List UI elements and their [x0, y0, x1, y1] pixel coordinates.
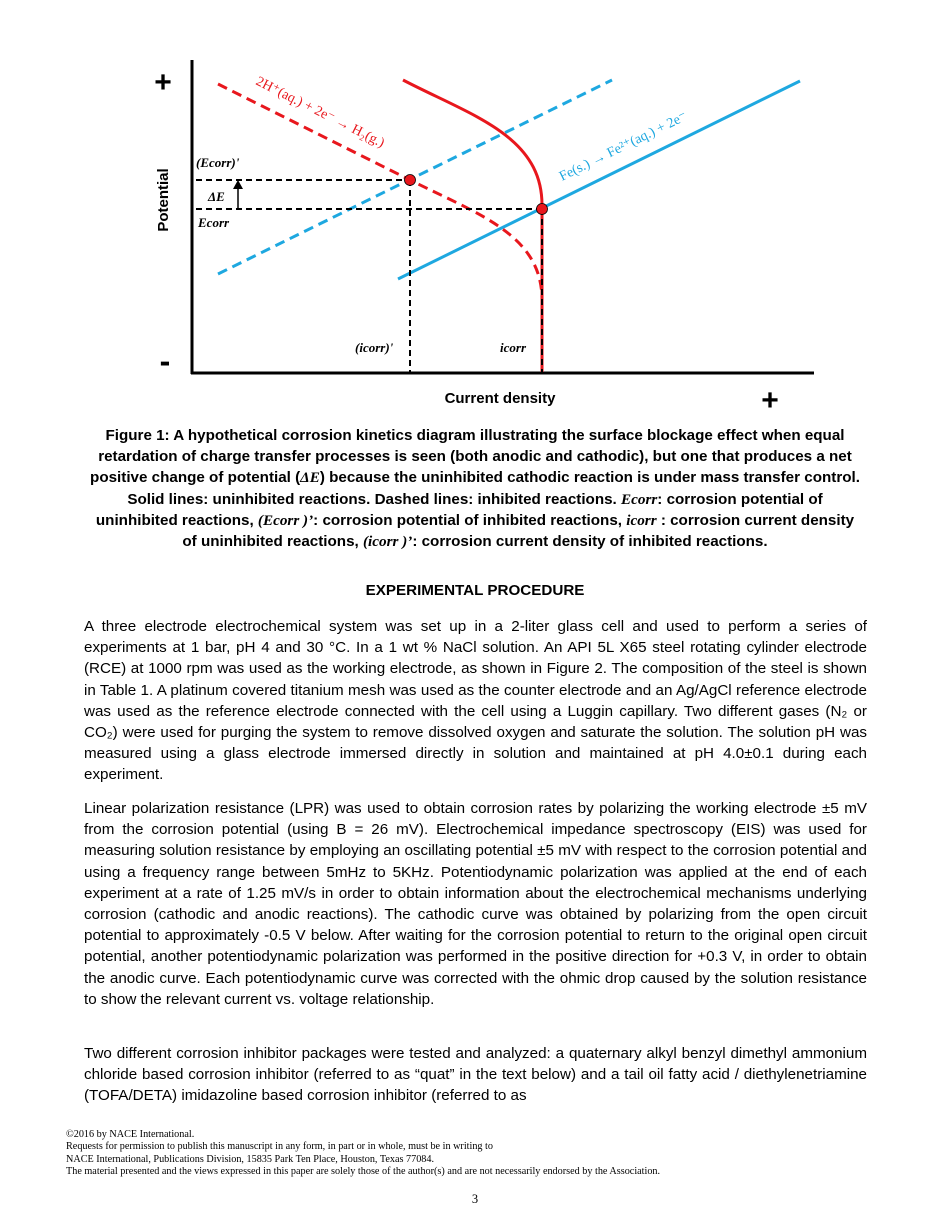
paragraph-setup: A three electrode electrochemical system was set up in a 2-liter glass cell and used to perform a series of experiments at 1 bar, pH 4 and 30 °C. In a 1 wt % NaCl solution. An API 5L X65 steel rotating cylinder electrode (RCE) at 1000 rpm was used as the working electrode, as shown in Figure 2. The composition of the steel is shown in Table 1. A platinum covered titanium mesh was used as the counter electrode and an Ag/AgCl reference electrode was used as the reference electrode connected with the cell using a Luggin capillary. Two different gases (N₂ or CO₂) were used for purging the system to remove dissolved oxygen and saturate the solution. The solution pH was measured using a glass electrode immersed directly in solution and maintained at pH 4.0±0.1 during each experiment.	[84, 618, 867, 784]
caption-icorr-prime-definition: : corrosion current density of inhibited reactions.	[412, 533, 768, 551]
delta-e-arrowhead	[233, 180, 243, 189]
x-axis-plus: +	[761, 384, 779, 417]
caption-after-delta: ) because the uninhibited cathodic reaction is under mass transfer control. Solid lines: uninhibited reactions. Dashed lines: inhibited reactions.	[127, 469, 860, 508]
corrosion-kinetics-diagram	[0, 0, 950, 420]
footer-line-4: The material presented and the views expressed in this paper are solely those of the author(s) and are not necessarily endorsed by the Association.	[66, 1166, 661, 1178]
section-heading: EXPERIMENTAL PROCEDURE	[365, 582, 585, 599]
figure-caption	[88, 425, 862, 552]
anodic-uninhibited-line	[398, 81, 800, 279]
delta-e-label: ΔE	[208, 189, 225, 204]
caption-icorr-definition: : corrosion current density of uninhibited reactions,	[182, 511, 855, 551]
footer-line-2: Requests for permission to publish this manuscript in any form, in part or in whole, must be in writing to	[66, 1141, 493, 1153]
caption-ecorr-prime-symbol: (Ecorr )’	[257, 511, 314, 529]
caption-ecorr-prime-definition: : corrosion potential of inhibited reactions,	[313, 511, 627, 529]
paragraph-methods: Linear polarization resistance (LPR) was used to obtain corrosion rates by polarizing the working electrode ±5 mV from the corrosion potential (using B = 26 mV). Electrochemical impedance spectroscopy (EIS) was used for measuring solution resistance by employing an oscillating potential ±5 mV with respect to the corrosion potential and using a frequency range between 5mHz to 5KHz. Potentiodynamic polarization was applied at the end of each experiment at a rate of 1.25 mV/s in order to obtain information about the electrochemical mechanisms underlying corrosion (cathodic and anodic reactions). The cathodic curve was obtained by polarizing from the open circuit potential to approximately -0.5 V below. After waiting for the corrosion potential to return to the original open circuit potential, another potentiodynamic polarization was performed in the positive direction for +0.3 V, in order to obtain the anodic curve. Each potentiodynamic curve was corrected with the ohmic drop caused by the solution resistance to show the relevant current vs. voltage relationship.	[84, 800, 867, 1008]
inhibited-corrosion-point	[405, 175, 416, 186]
icorr-prime-label: (icorr)'	[355, 340, 394, 355]
paragraph-inhibitors: Two different corrosion inhibitor packages were tested and analyzed: a quaternary alkyl benzyl dimethyl ammonium chloride based corrosion inhibitor (referred to as “quat” in the text below) and a tail oil fatty acid / diethylenetriamine (TOFA/DETA) imidazoline based corrosion inhibitor (referred to as	[84, 1045, 867, 1105]
ecorr-prime-label: (Ecorr)'	[196, 155, 240, 170]
ecorr-label: Ecorr	[198, 215, 230, 230]
caption-icorr-symbol: icorr	[626, 511, 657, 529]
icorr-label: icorr	[500, 340, 526, 355]
caption-delta-symbol: ΔE	[300, 469, 320, 487]
y-axis-minus: -	[159, 343, 171, 379]
copyright-footer	[66, 1129, 660, 1179]
page-number: 3	[471, 1192, 479, 1206]
caption-main: Figure 1: A hypothetical corrosion kinetics diagram illustrating the surface blockage effect when equal retardation of charge transfer processes is seen (both anodic and cathodic), but one that produces a net positive change of potential (	[90, 427, 852, 487]
caption-icorr-prime-symbol: (icorr )’	[362, 533, 413, 551]
x-axis-label: Current density	[444, 390, 556, 407]
footer-line-3: NACE International, Publications Division, 15835 Park Ten Place, Houston, Texas 77084.	[66, 1153, 435, 1165]
caption-ecorr-definition: : corrosion potential of uninhibited reactions,	[95, 490, 823, 529]
anodic-reaction-label: Fe(s.) → Fe²⁺(aq.) + 2e⁻	[557, 109, 690, 185]
uninhibited-corrosion-point	[537, 204, 548, 215]
y-axis-plus: +	[154, 66, 172, 99]
y-axis-label: Potential	[155, 168, 172, 232]
cathodic-reaction-label: 2H⁺(aq.) + 2e⁻ → H₂(g.)	[253, 74, 387, 152]
footer-line-1: ©2016 by NACE International.	[66, 1129, 195, 1140]
caption-ecorr-symbol: Ecorr	[621, 490, 658, 508]
